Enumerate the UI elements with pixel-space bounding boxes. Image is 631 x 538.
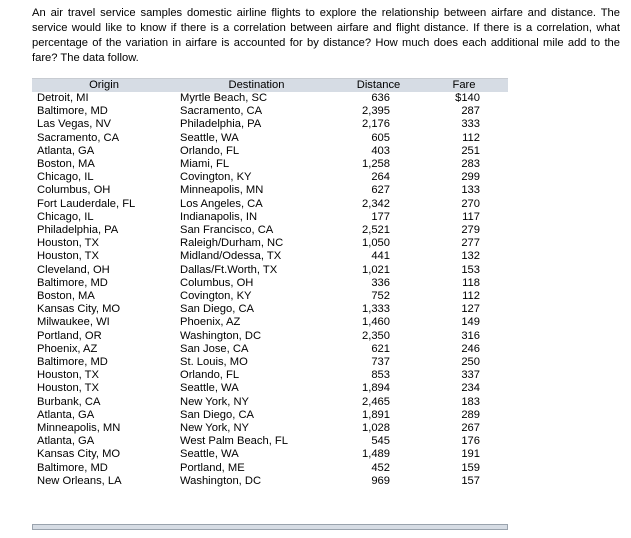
table-row [32, 198, 508, 211]
table-body [32, 92, 508, 488]
cell-fare: 333 [461, 118, 480, 131]
cell-fare: 234 [461, 382, 480, 395]
cell-fare: 251 [461, 144, 480, 157]
cell-distance: 441 [371, 250, 390, 263]
cell-destination: Midland/Odessa, TX [180, 250, 282, 263]
cell-origin: Portland, OR [37, 329, 102, 342]
cell-fare: 270 [461, 197, 480, 210]
cell-destination: San Diego, CA [180, 408, 255, 421]
cell-destination: Indianapolis, IN [180, 210, 258, 223]
cell-distance: 636 [371, 92, 390, 104]
cell-fare: 127 [461, 303, 480, 316]
table-row [32, 132, 508, 145]
cell-distance: 177 [371, 210, 390, 223]
table-row [32, 118, 508, 131]
cell-destination: Sacramento, CA [180, 105, 263, 118]
table-row [32, 303, 508, 316]
cell-fare: 117 [462, 210, 480, 223]
cell-origin: Detroit, MI [37, 92, 89, 104]
column-header-distance: Distance [337, 79, 420, 93]
cell-origin: Chicago, IL [37, 171, 94, 184]
cell-fare: $140 [455, 92, 480, 104]
cell-fare: 277 [461, 237, 480, 250]
cell-distance: 336 [371, 276, 390, 289]
cell-fare: 112 [462, 290, 480, 303]
cell-destination: Raleigh/Durham, NC [180, 237, 284, 250]
table-row [32, 448, 508, 461]
cell-destination: Miami, FL [180, 158, 230, 171]
table-row [32, 435, 508, 448]
table-row [32, 369, 508, 382]
cell-destination: Covington, KY [180, 171, 252, 184]
cell-destination: Phoenix, AZ [180, 316, 241, 329]
cell-origin: Burbank, CA [37, 395, 101, 408]
table-header [32, 79, 508, 93]
cell-destination: Seattle, WA [180, 448, 239, 461]
cell-fare: 283 [461, 158, 480, 171]
cell-origin: Columbus, OH [37, 184, 111, 197]
cell-fare: 279 [461, 224, 480, 237]
cell-origin: Las Vegas, NV [37, 118, 112, 131]
cell-distance: 1,460 [362, 316, 390, 329]
cell-origin: Phoenix, AZ [37, 342, 98, 355]
cell-distance: 2,395 [362, 105, 390, 118]
table-row [32, 462, 508, 475]
cell-destination: Dallas/Ft.Worth, TX [180, 263, 278, 276]
cell-origin: Milwaukee, WI [37, 316, 110, 329]
column-header-origin: Origin [32, 79, 176, 93]
flight-data-table [32, 78, 508, 488]
table-row [32, 343, 508, 356]
cell-destination: Washington, DC [180, 329, 262, 342]
table-row [32, 316, 508, 329]
cell-destination: Minneapolis, MN [180, 184, 264, 197]
table-row [32, 171, 508, 184]
cell-fare: 316 [461, 329, 480, 342]
cell-fare: 337 [461, 369, 480, 382]
cell-distance: 2,176 [362, 118, 390, 131]
cell-fare: 191 [461, 448, 480, 461]
cell-origin: Atlanta, GA [37, 144, 95, 157]
cell-destination: San Jose, CA [180, 342, 249, 355]
cell-fare: 299 [461, 171, 480, 184]
cell-destination: Orlando, FL [180, 369, 240, 382]
cell-destination: New York, NY [180, 422, 250, 435]
table-header-row [32, 79, 508, 93]
cell-origin: Baltimore, MD [37, 356, 108, 369]
cell-distance: 605 [371, 131, 390, 144]
cell-distance: 737 [371, 356, 390, 369]
table-row [32, 330, 508, 343]
cell-fare: 267 [461, 422, 480, 435]
cell-distance: 2,465 [362, 395, 390, 408]
cell-origin: Kansas City, MO [37, 448, 121, 461]
cell-origin: Houston, TX [37, 250, 99, 263]
cell-origin: Sacramento, CA [37, 131, 120, 144]
cell-destination: San Diego, CA [180, 303, 255, 316]
cell-fare: 250 [461, 356, 480, 369]
cell-origin: Philadelphia, PA [37, 224, 119, 237]
cell-distance: 2,521 [362, 224, 390, 237]
table-row [32, 237, 508, 250]
cell-fare: 246 [461, 342, 480, 355]
table-row [32, 92, 508, 105]
cell-origin: Chicago, IL [37, 210, 94, 223]
cell-fare: 183 [461, 395, 480, 408]
table-row [32, 145, 508, 158]
table-row [32, 422, 508, 435]
cell-destination: Seattle, WA [180, 131, 239, 144]
cell-destination: New York, NY [180, 395, 250, 408]
table-row [32, 396, 508, 409]
table-row [32, 277, 508, 290]
cell-origin: Baltimore, MD [37, 276, 108, 289]
cell-destination: Columbus, OH [180, 276, 254, 289]
cell-distance: 1,258 [362, 158, 390, 171]
cell-destination: Myrtle Beach, SC [180, 92, 268, 104]
cell-distance: 969 [371, 474, 390, 487]
cell-distance: 2,342 [362, 197, 390, 210]
cell-distance: 403 [371, 144, 390, 157]
cell-fare: 153 [461, 263, 480, 276]
cell-fare: 112 [462, 131, 480, 144]
problem-statement: An air travel service samples domestic airline flights to explore the relationship between airfare and distance. The service would like to know if there is a correlation between airfare and flight distance. If there is a correlation, what percentage of the variation in airfare is accounted for by distance? How much does each additional mile add to the fare? The data follow. [32, 7, 620, 64]
cell-distance: 545 [371, 435, 390, 448]
table-row [32, 382, 508, 395]
table-row [32, 356, 508, 369]
table-bottom-bar [32, 524, 508, 530]
cell-destination: Orlando, FL [180, 144, 240, 157]
cell-origin: Houston, TX [37, 237, 99, 250]
cell-origin: Baltimore, MD [37, 461, 108, 474]
cell-fare: 132 [461, 250, 480, 263]
table-row [32, 290, 508, 303]
cell-destination: Los Angeles, CA [180, 197, 263, 210]
column-header-fare: Fare [420, 79, 508, 93]
cell-origin: Atlanta, GA [37, 435, 95, 448]
cell-fare: 118 [462, 276, 480, 289]
cell-destination: St. Louis, MO [180, 356, 248, 369]
cell-distance: 1,489 [362, 448, 390, 461]
cell-distance: 1,028 [362, 422, 390, 435]
cell-destination: Washington, DC [180, 474, 262, 487]
cell-distance: 1,021 [362, 263, 390, 276]
cell-distance: 853 [371, 369, 390, 382]
table-row [32, 409, 508, 422]
cell-distance: 1,894 [362, 382, 390, 395]
cell-fare: 133 [461, 184, 480, 197]
cell-distance: 2,350 [362, 329, 390, 342]
cell-destination: Seattle, WA [180, 382, 239, 395]
table-row [32, 105, 508, 118]
table-row [32, 264, 508, 277]
cell-fare: 157 [461, 474, 480, 487]
cell-fare: 149 [461, 316, 480, 329]
cell-distance: 621 [371, 342, 390, 355]
cell-destination: Covington, KY [180, 290, 252, 303]
cell-fare: 289 [461, 408, 480, 421]
cell-distance: 452 [371, 461, 390, 474]
cell-distance: 1,891 [362, 408, 390, 421]
cell-origin: New Orleans, LA [37, 474, 122, 487]
column-header-destination: Destination [176, 79, 337, 93]
cell-origin: Baltimore, MD [37, 105, 108, 118]
cell-distance: 627 [371, 184, 390, 197]
cell-fare: 176 [461, 435, 480, 448]
cell-origin: Boston, MA [37, 158, 95, 171]
table-row [32, 158, 508, 171]
cell-fare: 159 [461, 461, 480, 474]
table-row [32, 211, 508, 224]
cell-destination: San Francisco, CA [180, 224, 274, 237]
cell-origin: Houston, TX [37, 369, 99, 382]
table-row [32, 250, 508, 263]
cell-distance: 1,333 [362, 303, 390, 316]
cell-origin: Houston, TX [37, 382, 99, 395]
cell-destination: Philadelphia, PA [180, 118, 262, 131]
table-row [32, 475, 508, 488]
flight-data-table-container [32, 78, 508, 488]
cell-distance: 264 [371, 171, 390, 184]
cell-origin: Atlanta, GA [37, 408, 95, 421]
cell-origin: Cleveland, OH [37, 263, 110, 276]
cell-distance: 1,050 [362, 237, 390, 250]
table-row [32, 184, 508, 197]
cell-origin: Kansas City, MO [37, 303, 121, 316]
cell-destination: Portland, ME [180, 461, 245, 474]
cell-destination: West Palm Beach, FL [180, 435, 288, 448]
table-row [32, 224, 508, 237]
cell-fare: 287 [461, 105, 480, 118]
cell-origin: Minneapolis, MN [37, 422, 121, 435]
cell-distance: 752 [371, 290, 390, 303]
cell-origin: Fort Lauderdale, FL [37, 197, 136, 210]
cell-origin: Boston, MA [37, 290, 95, 303]
